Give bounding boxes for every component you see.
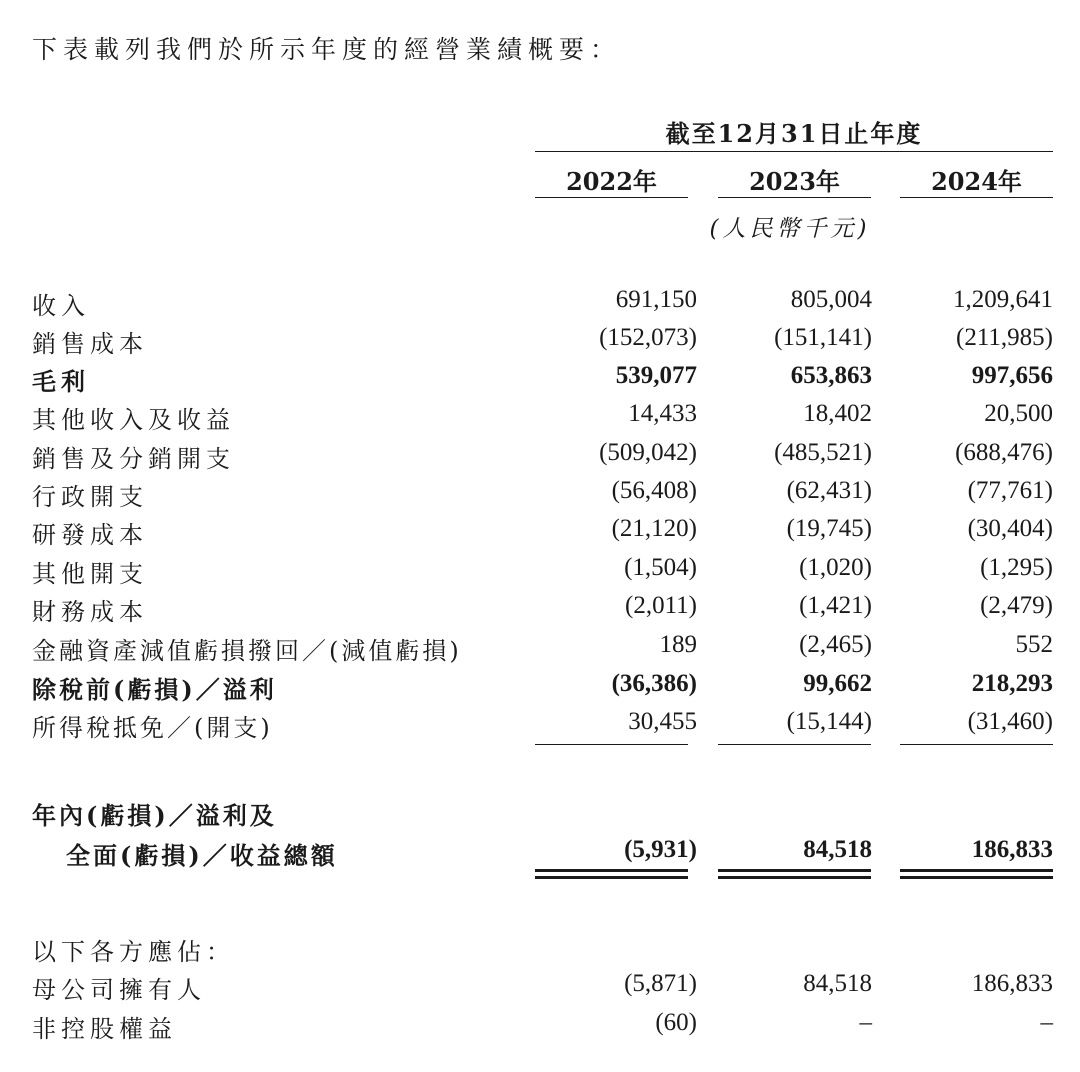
year-header-2024: 2024年 bbox=[931, 167, 1022, 196]
total-double-rule-2022 bbox=[535, 869, 688, 879]
period-header-rule bbox=[535, 151, 1053, 152]
value-2024: 218,293 bbox=[971, 670, 1053, 697]
value-2023: 805,004 bbox=[790, 286, 872, 313]
row-label: 銷售及分銷開支 bbox=[32, 445, 235, 473]
value-2024: 186,833 bbox=[971, 970, 1053, 997]
row-label: 收入 bbox=[32, 292, 90, 320]
value-2022: (2,011) bbox=[625, 592, 697, 619]
year-rule-2023 bbox=[718, 197, 871, 198]
total-value-2022: (5,931) bbox=[624, 836, 697, 863]
value-2023: (1,421) bbox=[799, 592, 872, 619]
value-2022: (1,504) bbox=[624, 554, 697, 581]
value-2022: (509,042) bbox=[599, 439, 697, 466]
value-2022: 189 bbox=[659, 631, 697, 658]
row-label: 所得稅抵免／(開支) bbox=[32, 714, 273, 742]
subtotal-rule-2024 bbox=[900, 744, 1053, 745]
year-header-2022: 2022年 bbox=[566, 167, 657, 196]
total-double-rule-2024 bbox=[900, 869, 1053, 879]
total-value-2024: 186,833 bbox=[971, 836, 1053, 863]
total-label-line1: 年內(虧損)／溢利及 bbox=[32, 801, 277, 830]
row-label: 毛利 bbox=[32, 367, 90, 396]
value-2023: (2,465) bbox=[799, 631, 872, 658]
value-2023: 84,518 bbox=[803, 970, 872, 997]
total-label-line2: 全面(虧損)／收益總額 bbox=[66, 841, 338, 870]
value-2022: (56,408) bbox=[611, 477, 697, 504]
value-2022: 691,150 bbox=[615, 286, 697, 313]
value-2024: (31,460) bbox=[967, 708, 1053, 735]
year-header-2023: 2023年 bbox=[749, 167, 840, 196]
value-2023: (1,020) bbox=[799, 554, 872, 581]
row-label: 金融資產減值虧損撥回／(減值虧損) bbox=[32, 637, 462, 665]
value-2023: 99,662 bbox=[803, 670, 872, 697]
value-2024: (211,985) bbox=[956, 324, 1053, 351]
value-2023: (485,521) bbox=[774, 439, 872, 466]
value-2023: 653,863 bbox=[790, 362, 872, 389]
row-label: 行政開支 bbox=[32, 483, 148, 511]
unit-header: (人民幣千元) bbox=[709, 216, 871, 242]
value-2024: 552 bbox=[1015, 631, 1053, 658]
value-2024: (688,476) bbox=[955, 439, 1053, 466]
row-label: 其他收入及收益 bbox=[32, 406, 235, 434]
value-2022: (5,871) bbox=[624, 970, 697, 997]
value-2022: 539,077 bbox=[615, 362, 697, 389]
row-label: 財務成本 bbox=[32, 598, 148, 626]
value-2024: (77,761) bbox=[967, 477, 1053, 504]
value-2023: (15,144) bbox=[786, 708, 872, 735]
value-2024: (1,295) bbox=[980, 554, 1053, 581]
value-2023: 18,402 bbox=[803, 400, 872, 427]
row-label: 銷售成本 bbox=[32, 330, 148, 358]
row-label: 研發成本 bbox=[32, 521, 148, 549]
subtotal-rule-2023 bbox=[718, 744, 871, 745]
value-2024: (30,404) bbox=[967, 515, 1053, 542]
value-2024: 997,656 bbox=[971, 362, 1053, 389]
row-label: 其他開支 bbox=[32, 560, 148, 588]
year-rule-2024 bbox=[900, 197, 1053, 198]
value-2023: (19,745) bbox=[786, 515, 872, 542]
year-rule-2022 bbox=[535, 197, 688, 198]
value-2022: (21,120) bbox=[611, 515, 697, 542]
attributable-heading: 以下各方應佔： bbox=[32, 938, 235, 966]
value-2022: (60) bbox=[655, 1009, 697, 1036]
row-label: 非控股權益 bbox=[32, 1015, 177, 1043]
total-value-2023: 84,518 bbox=[803, 836, 872, 863]
intro-text: 下表載列我們於所示年度的經營業績概要： bbox=[32, 35, 622, 64]
value-2024: (2,479) bbox=[980, 592, 1053, 619]
value-2022: 30,455 bbox=[628, 708, 697, 735]
value-2022: 14,433 bbox=[628, 400, 697, 427]
value-2023: (151,141) bbox=[774, 324, 872, 351]
value-2023: – bbox=[859, 1009, 872, 1036]
value-2023: (62,431) bbox=[786, 477, 872, 504]
value-2024: – bbox=[1040, 1009, 1053, 1036]
value-2024: 1,209,641 bbox=[953, 286, 1053, 313]
subtotal-rule-2022 bbox=[535, 744, 688, 745]
value-2022: (152,073) bbox=[599, 324, 697, 351]
value-2022: (36,386) bbox=[611, 670, 697, 697]
period-header: 截至12月31日止年度 bbox=[665, 119, 923, 148]
row-label: 母公司擁有人 bbox=[32, 976, 206, 1004]
value-2024: 20,500 bbox=[984, 400, 1053, 427]
row-label: 除稅前(虧損)／溢利 bbox=[32, 675, 277, 704]
total-double-rule-2023 bbox=[718, 869, 871, 879]
